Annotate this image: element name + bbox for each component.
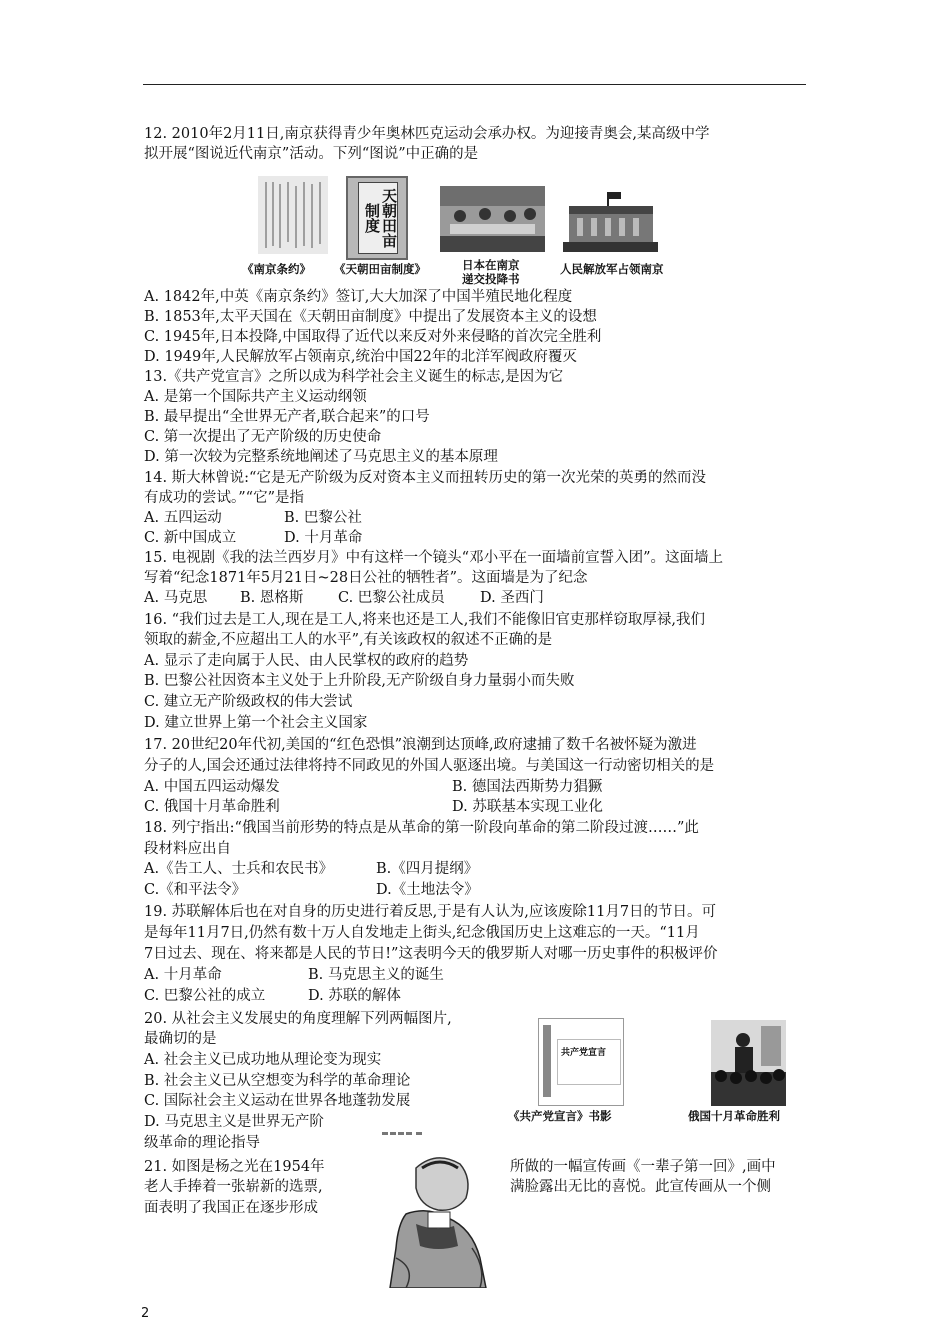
palace-photo: [563, 190, 658, 252]
book-title-text: 天朝田亩制度: [358, 182, 398, 254]
caption-treaty: 《南京条约》: [242, 262, 311, 276]
q12-figure-strip: [242, 170, 710, 290]
q20-stem-line1: 20. 从社会主义发展史的角度理解下列两幅图片,: [144, 1011, 452, 1027]
q18-option-c: C.《和平法令》: [144, 882, 247, 898]
q14-stem-line2: 有成功的尝试。”“它”是指: [144, 490, 304, 506]
q15-stem-line2: 写着“纪念1871年5月21日~28日公社的牺牲者”。这面墙是为了纪念: [144, 570, 588, 586]
q19-option-a: A. 十月革命: [144, 967, 222, 983]
q18-option-b: B.《四月提纲》: [376, 861, 479, 877]
q14-option-d: D. 十月革命: [284, 530, 363, 546]
q14-stem-line1: 14. 斯大林曾说:“它是无产阶级为反对资本主义而扭转历史的第一次光荣的英勇的然而没: [144, 470, 706, 486]
q17-options-row2: [144, 797, 744, 817]
q12-option-b: B. 1853年,太平天国在《天朝田亩制度》中提出了发展资本主义的设想: [144, 309, 597, 325]
q14-options-row1: [144, 508, 744, 528]
q17-option-c: C. 俄国十月革命胜利: [144, 799, 280, 815]
q20-option-a: A. 社会主义已成功地从理论变为现实: [144, 1052, 382, 1068]
q14-option-b: B. 巴黎公社: [284, 510, 362, 526]
q17-option-d: D. 苏联基本实现工业化: [452, 799, 603, 815]
q20-option-c: C. 国际社会主义运动在世界各地蓬勃发展: [144, 1093, 411, 1109]
q19-option-b: B. 马克思主义的诞生: [308, 967, 444, 983]
q19-stem-line2: 是每年11月7日,仍然有数十万人自发地走上街头,纪念俄国历史上这难忘的一天。“11月: [144, 925, 700, 941]
q16-option-d: D. 建立世界上第一个社会主义国家: [144, 715, 368, 731]
q13-option-c: C. 第一次提出了无产阶级的历史使命: [144, 429, 382, 445]
caption-pla-nanjing: 人民解放军占领南京: [560, 262, 664, 276]
q16-stem-line1: 16. “我们过去是工人,现在是工人,将来也还是工人,我们不能像旧官吏那样窃取厚禄,我们: [144, 612, 706, 628]
caption-surrender-1: 日本在南京: [462, 258, 520, 272]
q15-option-a: A. 马克思: [144, 590, 208, 606]
caption-manifesto: 《共产党宣言》书影: [508, 1109, 612, 1123]
q19-option-c: C. 巴黎公社的成立: [144, 988, 266, 1004]
q15-option-c: C. 巴黎公社成员: [338, 590, 445, 606]
q17-stem-line1: 17. 20世纪20年代初,美国的“红色恐惧”浪潮到达顶峰,政府逮捕了数千名被怀疑为激进: [144, 737, 697, 753]
q19-options-row2: [144, 986, 744, 1006]
q17-option-b: B. 德国法西斯势力猖獗: [452, 779, 603, 795]
q14-option-a: A. 五四运动: [144, 510, 222, 526]
caption-surrender-2: 递交投降书: [462, 272, 520, 286]
propaganda-painting-image: [376, 1128, 506, 1288]
q21-stem-line1b: 所做的一幅宣传画《一辈子第一回》,画中: [510, 1159, 776, 1175]
q13-option-a: A. 是第一个国际共产主义运动纲领: [144, 389, 367, 405]
q17-stem-line2: 分子的人,国会还通过法律将持不同政见的外国人驱逐出境。与美国这一行动密切相关的是: [144, 758, 715, 774]
q20-option-b: B. 社会主义已从空想变为科学的革命理论: [144, 1073, 411, 1089]
q21-stem-line1a: 21. 如图是杨之光在1954年: [144, 1159, 325, 1175]
q16-option-a: A. 显示了走向属于人民、由人民掌权的政府的趋势: [144, 653, 469, 669]
q16-stem-line2: 领取的薪金,不应超出工人的水平”,有关该政权的叙述不正确的是: [144, 632, 553, 648]
q14-option-c: C. 新中国成立: [144, 530, 237, 546]
q20-option-d-line2: 级革命的理论指导: [144, 1135, 260, 1151]
q12-stem-line1: 12. 2010年2月11日,南京获得青少年奥林匹克运动会承办权。为迎接青奥会,某高级中学: [144, 126, 710, 142]
q13-stem: 13.《共产党宣言》之所以成为科学社会主义诞生的标志,是因为它: [144, 369, 564, 385]
q18-options-row1: [144, 859, 744, 879]
q13-option-b: B. 最早提出“全世界无产者,联合起来”的口号: [144, 409, 430, 425]
q15-option-d: D. 圣西门: [480, 590, 544, 606]
q16-option-c: C. 建立无产阶级政权的伟大尝试: [144, 694, 353, 710]
q20-option-d-line1: D. 马克思主义是世界无产阶: [144, 1114, 324, 1130]
q19-stem-line1: 19. 苏联解体后也在对自身的历史进行着反思,于是有人认为,应该废除11月7日的节日。可: [144, 904, 717, 920]
q15-option-b: B. 恩格斯: [240, 590, 304, 606]
book-cover-image: [346, 176, 408, 260]
q21-stem-line2b: 满脸露出无比的喜悦。此宣传画从一个侧: [510, 1179, 771, 1195]
q21-stem-line2a: 老人手捧着一张崭新的选票,: [144, 1179, 323, 1195]
manifesto-cover-image: [538, 1018, 624, 1106]
q18-stem-line1: 18. 列宁指出:“俄国当前形势的特点是从革命的第一阶段向革命的第二阶段过渡……”此: [144, 820, 699, 836]
caption-land-system: 《天朝田亩制度》: [334, 262, 426, 276]
q20-figures: [508, 1018, 808, 1130]
page-number: 2: [141, 1306, 150, 1321]
surrender-photo: [440, 186, 545, 252]
header-rule: [143, 84, 806, 85]
q18-option-a: A.《告工人、士兵和农民书》: [144, 861, 334, 877]
q21-stem-line3: 面表明了我国正在逐步形成: [144, 1200, 318, 1216]
q17-options-row1: [144, 777, 744, 797]
q12-option-a: A. 1842年,中英《南京条约》签订,大大加深了中国半殖民地化程度: [144, 289, 573, 305]
q18-stem-line2: 段材料应出自: [144, 841, 231, 857]
q18-option-d: D.《土地法令》: [376, 882, 479, 898]
q17-option-a: A. 中国五四运动爆发: [144, 779, 280, 795]
q12-stem-line2: 拟开展“图说近代南京”活动。下列“图说”中正确的是: [144, 146, 479, 162]
q14-options-row2: [144, 528, 744, 548]
manifesto-title-text: 共产党宣言: [561, 1048, 607, 1058]
q12-option-c: C. 1945年,日本投降,中国取得了近代以来反对外来侵略的首次完全胜利: [144, 329, 602, 345]
treaty-image: [258, 176, 328, 254]
q16-option-b: B. 巴黎公社因资本主义处于上升阶段,无产阶级自身力量弱小而失败: [144, 673, 575, 689]
q15-stem-line1: 15. 电视剧《我的法兰西岁月》中有这样一个镜头“邓小平在一面墙前宣誓入团”。这面墙上: [144, 550, 723, 566]
q13-option-d: D. 第一次较为完整系统地阐述了马克思主义的基本原理: [144, 449, 498, 465]
caption-october-revolution: 俄国十月革命胜利: [688, 1109, 780, 1123]
q12-option-d: D. 1949年,人民解放军占领南京,统治中国22年的北洋军阀政府覆灭: [144, 349, 577, 365]
q19-option-d: D. 苏联的解体: [308, 988, 401, 1004]
q20-stem-line2: 最确切的是: [144, 1031, 217, 1047]
q18-options-row2: [144, 880, 744, 900]
q19-stem-line3: 7日过去、现在、将来都是人民的节日!”这表明今天的俄罗斯人对哪一历史事件的积极评价: [144, 946, 718, 962]
q19-options-row1: [144, 965, 744, 985]
october-revolution-photo: [711, 1020, 786, 1106]
q15-options-row: [144, 588, 744, 608]
